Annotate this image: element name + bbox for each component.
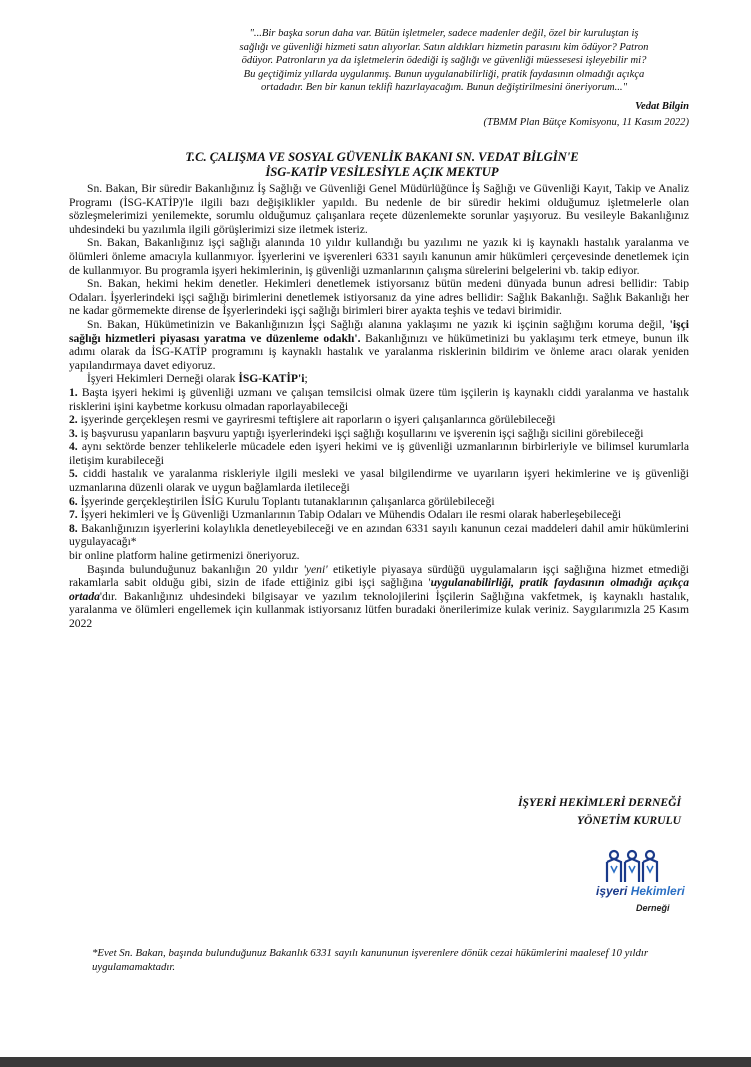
paragraph-5-text: İşyeri Hekimleri Derneği olarak [87,372,239,386]
quote-author: Vedat Bilgin [635,101,689,112]
list-number: 7. [69,508,78,522]
list-item [69,427,689,441]
list-text: İşyeri hekimleri ve İş Güvenliği Uzmanlarının Tabip Odaları ve Mühendis Odaları ile resmi olarak haberleşebileceği [77,508,622,522]
paragraph-3: Sn. Bakan, hekimi hekim denetler. Hekimleri denetlemek istiyorsanız bütün medeni dünyada bunun adresi bellidir: Tabip Odaları. İşyerlerindeki işçi sağlığı birimlerini denetlemek istiyorsanız da yine adres bellidir: Sağlık Bakanlığı. Sağlık Bakanlığı her ne kadar görmemekte dirense de İşyerlerindeki işçi sağlığı birimleri birer ayakta teşhis ve tedavi birimidir. [69,277,689,318]
quote-line: Bu geçtiğimiz yıllarda uygulanmış. Bunun uygulanabilirliği, pratik faydasının olmadığı açıkça [243,68,645,80]
paragraph-5 [69,372,689,386]
list-number: 4. [69,440,78,454]
quote-line: ortadadır. Ben bir kanun teklifi hazırlayacağım. Bunun değiştirilmesini öneriyorum..." [260,82,628,93]
list-number: 8. [69,521,78,535]
list-text: Başta işyeri hekimi iş güvenliği uzmanı ve çalışan temsilcisi olmak üzere tüm işçilerin iş kaynaklı ciddi yaralanma ve hastalık risklerini işini kaybetme korkusu olmadan raporlayabileceği [69,385,689,413]
closing-text: Başında bulunduğunuz bakanlığın 20 yıldır [87,562,304,576]
list-item [69,413,689,427]
logo-word-2: Hekimleri [630,884,685,898]
signature-organization: İŞYERİ HEKİMLERİ DERNEĞİ [517,796,681,809]
footnote: *Evet Sn. Bakan, başında bulunduğunuz Bakanlık 6331 sayılı kanununun işverenlere dönük cezai hükümlerini maalesef 10 yıldır uygulamamaktadır. [92,947,649,973]
list-number: 1. [69,385,78,399]
quote-source: (TBMM Plan Bütçe Komisyonu, 11 Kasım 2022) [483,117,689,128]
list-text: aynı sektörde benzer tehlikelerle mücadele eden işyeri hekimi ve iş güvenliği uzmanlarının birbirleriyle ve bilimsel kurumlarla iletişim kurabileceği [69,440,689,467]
list-text: ciddi hastalık ve yaralanma riskleriyle ilgili mesleki ve yasal bilgilendirme ve uyarıların işyeri hekimlerine ve iş güvenliği uzmanlarına düzenli olarak ve uygun bağlamlarda iletileceği [69,467,689,495]
logo-word-1: işyeri [596,884,628,898]
paragraph-1: Sn. Bakan, Bir süredir Bakanlığınız İş Sağlığı ve Güvenliği Genel Müdürlüğünce İş Sağlığı ve Güvenliği Kayıt, Takip ve Analiz Programı (İSG-KATİP)'le ilgili bazı değişiklikler yapıldı. Bu nedenle de bir süredir hekimi olduğumuz işletmelerle olan sözleşmelerimizi yenilemekte, sorumlu olduğumuz çalışanlara reçete düzenlemekte sorunlar yaşıyoruz. Bu vesileyle Bakanlığınız uhdesindeki bu yazılımla ilgili görüşlerimizi size iletmek isteriz. [69,182,689,236]
paragraph-5-text: ; [304,372,308,386]
list-number: 6. [69,494,78,508]
bottom-bar [0,1057,751,1067]
quote-line: sağlığı ve güvenliği hizmeti satın alıyorlar. Satın aldıkları hizmetin parasını kim ödüyor? Patron [239,41,649,53]
list-text: İşyerinde gerçekleştirilen İSİG Kurulu Toplantı tutanaklarının çalışanlarca görülebileceği [77,494,495,508]
people-icon [588,848,682,888]
letter-title [80,150,684,180]
closing-text: etiketiyle piyasaya sürdüğü uygulamaların işçi sağlığına hizmet etmediği rakamlarla sabit olduğu gibi, sizin de ifade ettiğiniz gibi işçi sağlığına ' [69,562,689,590]
list-number: 2. [69,413,78,427]
closing-paragraph [69,563,689,631]
closing-text: 'dır. Bakanlığınız uhdesindeki bilgisayar ve yazılım teknolojilerini İşçilerin Sağlığına vakfetmek, iş kaynaklı hastalık, yaralanma ve ölümleri engellemek için kullanmak istiyorsanız lütfen buradaki önerilerimize kulak veriniz. Saygılarımızla 25 Kasım 2022 [69,589,689,630]
paragraph-2: Sn. Bakan, Bakanlığınız işçi sağlığı alanında 10 yıldır kullandığı bu yazılımı ne yazık ki iş kaynaklı hastalık yaralanma ve ölümleri önleme amacıyla kullanmıyor. İşyerlerini ve işverenleri 6331 sayılı kanunun amir hükümleri çerçevesinde denetlemek için de kullanmıyor. Bu programla işyeri hekimlerinin, iş güvenliği uzmanlarının çalışma sürelerini belgelerini vb. takip ediyor. [69,236,689,277]
list-number: 5. [69,467,78,481]
list-text: Bakanlığınızın işyerlerini kolaylıkla denetleyebileceği ve en azından 6331 sayılı kanunun cezai maddeleri dahil amir hükümlerini uygulayacağı* [69,521,689,549]
epigraph-quote [200,27,688,95]
paragraph-4-emphasis: 'işçi sağlığı hizmetleri piyasası yaratma ve düzenleme odaklı'. [69,317,689,345]
list-item [69,508,689,522]
logo-wordmark [596,884,685,898]
closing-emphasis: uygulanabilirliği, pratik faydasının olmadığı açıkça ortada [69,576,689,603]
paragraph-5-emphasis: İSG-KATİP'i [238,372,305,386]
list-item [69,440,689,467]
closing-italic: 'yeni' [303,562,328,576]
paragraph-4-text: Bakanlığınızı ve hükümetinizi bu yaklaşımı terk etmeye, bunun ilk adımı olarak da İSG-KATİP programını iş kaynaklı hastalık ve yaralanma risklerinin bildirim ve önleme aracı olarak yeniden yapılandırmaya davet ediyoruz. [69,331,689,372]
title-line-1: T.C. ÇALIŞMA VE SOSYAL GÜVENLİK BAKANI SN. VEDAT BİLGİN'E [185,150,579,164]
quote-line: ödüyor. Patronların ya da işletmelerin ödediği iş sağlığı ve güvenliği müessesesi işleyebilir mi? [241,55,647,66]
list-item [69,495,689,509]
list-conclusion: bir online platform haline getirmenizi öneriyoruz. [69,549,300,563]
list-item [69,386,689,413]
list-text: iş başvurusu yapanların başvuru yaptığı işyerlerindeki işçi sağlığı koşullarını ve işverenin işçi sağlığı sicilini görebileceği [77,426,644,440]
association-logo [588,848,685,920]
paragraph-4 [69,318,689,372]
list-number: 3. [69,426,78,440]
letter-body [69,182,689,631]
list-item [69,522,689,549]
signature-board: YÖNETİM KURULU [576,814,681,827]
list-item [69,467,689,494]
quote-line: "...Bir başka sorun daha var. Bütün işletmeler, sadece madenler değil, özel bir kuruluştan iş [249,28,639,39]
logo-word-3: Derneği [636,903,670,913]
list-text: işyerinde gerçekleşen resmi ve gayriresmi teftişlere ait raporların o işyeri çalışanlarınca görülebileceği [77,413,556,427]
title-line-2: İSG-KATİP VESİLESİYLE AÇIK MEKTUP [265,165,499,179]
paragraph-4-text: Sn. Bakan, Hükümetinizin ve Bakanlığınızın İşçi Sağlığı alanına yaklaşımı ne yazık ki işçinin sağlığını koruma değil, [87,317,670,331]
